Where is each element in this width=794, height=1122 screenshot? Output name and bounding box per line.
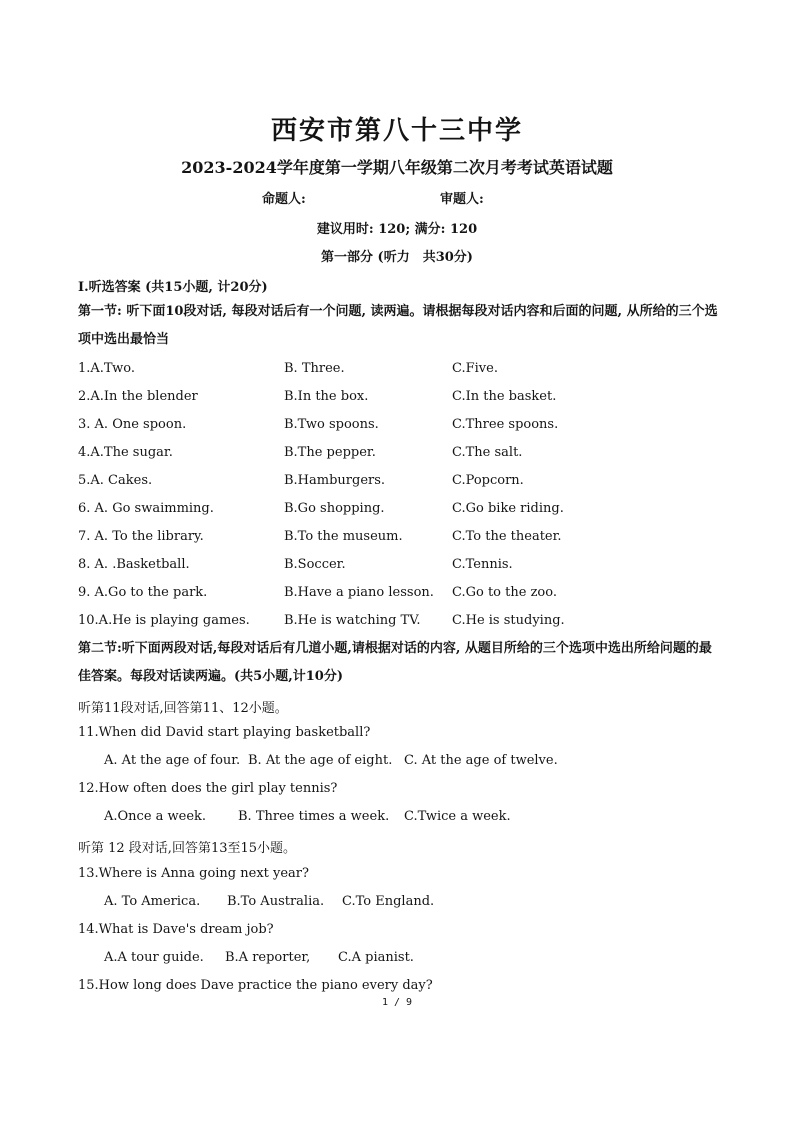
option-a: 2.A.In the blender	[78, 389, 198, 404]
option-b: B.Soccer.	[284, 557, 346, 572]
option-b: B.To Australia.	[227, 894, 325, 909]
option-b: B. At the age of eight.	[248, 753, 393, 768]
option-a: 10.A.He is playing games.	[78, 613, 250, 628]
section1-instruction: 第一节: 听下面10段对话, 每段对话后有一个问题, 读两遍。请根据每段对话内容和后面的问题, 从所给的三个选项中选出最恰当	[78, 304, 718, 347]
option-b: B.A reporter,	[225, 950, 311, 965]
option-b: B.Two spoons.	[284, 417, 379, 432]
question-14-options	[104, 950, 704, 970]
question-row	[78, 389, 718, 409]
option-b: B.In the box.	[284, 389, 369, 404]
question-11: 11.When did David start playing basketball?	[78, 725, 371, 740]
dialogue-12-instruction: 听第 12 段对话,回答第13至15小题。	[78, 841, 297, 856]
option-a: A.A tour guide.	[104, 950, 204, 965]
question-row	[78, 585, 718, 605]
section1-heading: I.听选答案 (共15小题, 计20分)	[78, 280, 268, 295]
option-c: C.Popcorn.	[452, 473, 524, 488]
option-c: C. At the age of twelve.	[404, 753, 558, 768]
option-c: C.Five.	[452, 361, 498, 376]
option-a: 8. A. .Basketball.	[78, 557, 190, 572]
option-b: B.Go shopping.	[284, 501, 385, 516]
question-row	[78, 501, 718, 521]
option-a: 6. A. Go swaimming.	[78, 501, 214, 516]
option-a: A.Once a week.	[104, 809, 207, 824]
option-c: C.Three spoons.	[452, 417, 559, 432]
question-row	[78, 473, 718, 493]
question-row	[78, 557, 718, 577]
question-11-options	[104, 753, 704, 773]
option-c: C.He is studying.	[452, 613, 565, 628]
option-c: C.Go to the zoo.	[452, 585, 557, 600]
time-score: 建议用时: 120; 满分: 120	[316, 222, 478, 237]
question-13: 13.Where is Anna going next year?	[78, 866, 309, 881]
option-b: B.To the museum.	[284, 529, 403, 544]
option-a: 3. A. One spoon.	[78, 417, 187, 432]
option-c: C.Go bike riding.	[452, 501, 564, 516]
option-c: C.Tennis.	[452, 557, 513, 572]
option-c: C.The salt.	[452, 445, 523, 460]
option-a: 4.A.The sugar.	[78, 445, 173, 460]
option-a: A. To America.	[104, 894, 201, 909]
question-row	[78, 613, 718, 633]
option-c: C.Twice a week.	[404, 809, 511, 824]
option-a: 5.A. Cakes.	[78, 473, 153, 488]
option-c: C.In the basket.	[452, 389, 557, 404]
section2-instruction: 第二节:听下面两段对话,每段对话后有几道小题,请根据对话的内容, 从题目所给的三个选项中选出所给问题的最佳答案。每段对话读两遍。(共5小题,计10分)	[78, 641, 712, 684]
dialogue-11-instruction: 听第11段对话,回答第11、12小题。	[78, 701, 288, 716]
page-number: 1 / 9	[381, 997, 413, 1008]
option-a: A. At the age of four.	[104, 753, 241, 768]
option-a: 7. A. To the library.	[78, 529, 204, 544]
option-c: C.To the theater.	[452, 529, 562, 544]
question-row	[78, 417, 718, 437]
question-14: 14.What is Dave's dream job?	[78, 922, 274, 937]
question-12: 12.How often does the girl play tennis?	[78, 781, 338, 796]
option-b: B. Three.	[284, 361, 345, 376]
question-15: 15.How long does Dave practice the piano every day?	[78, 978, 433, 993]
question-row	[78, 445, 718, 465]
option-b: B.He is watching TV.	[284, 613, 421, 628]
question-row	[78, 529, 718, 549]
reviewer-label: 审题人:	[440, 192, 484, 207]
option-a: 1.A.Two.	[78, 361, 135, 376]
author-label: 命题人:	[262, 192, 306, 207]
question-row	[78, 361, 718, 381]
option-b: B. Three times a week.	[238, 809, 390, 824]
school-title: 西安市第八十三中学	[270, 116, 523, 146]
question-12-options	[104, 809, 704, 829]
option-b: B.Hamburgers.	[284, 473, 386, 488]
question-13-options	[104, 894, 704, 914]
option-a: 9. A.Go to the park.	[78, 585, 208, 600]
option-c: C.A pianist.	[338, 950, 414, 965]
option-b: B.The pepper.	[284, 445, 376, 460]
option-b: B.Have a piano lesson.	[284, 585, 434, 600]
option-c: C.To England.	[342, 894, 435, 909]
exam-title: 2023-2024学年度第一学期八年级第二次月考考试英语试题	[181, 158, 613, 177]
part-title: 第一部分 (听力 共30分)	[321, 250, 473, 265]
